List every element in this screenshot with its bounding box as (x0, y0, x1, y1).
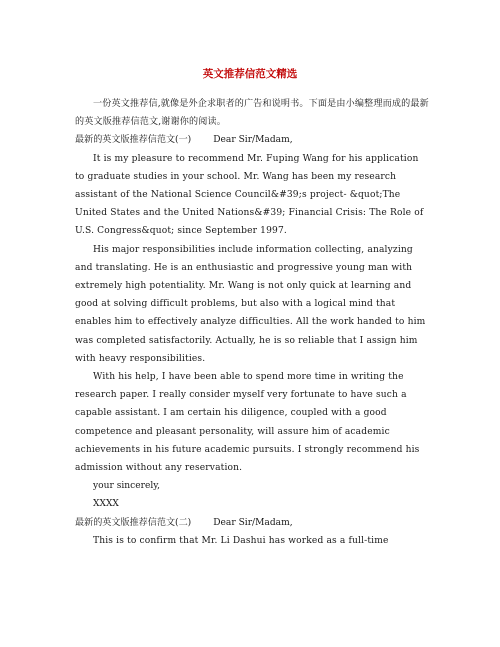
letter2-salutation: Dear Sir/Madam, (213, 517, 293, 528)
letter2-heading: 最新的英文版推荐信范文(二) (75, 517, 192, 528)
intro-paragraph: 一份英文推荐信,就像是外企求职者的广告和说明书。下面是由小编整理而成的最新的英文版推荐信范文,谢谢你的阅读。 (75, 99, 429, 128)
document-body (75, 95, 430, 550)
letter1-paragraph-3: With his help, I have been able to spend more time in writing the research paper. I really consider myself very fortunate to have such a capable assistant. I am certain his diligence, coupled with a good competence and pleasant personality, will assure him of academic achievements in his future academic pursuits. I strongly recommend his admission without any reservation. (75, 372, 420, 474)
letter1-signature: XXXX (93, 499, 119, 510)
letter2-heading-line (75, 514, 430, 532)
letter1-salutation: Dear Sir/Madam, (213, 135, 293, 146)
letter2-paragraph-1: This is to confirm that Mr. Li Dashui has worked as a full-time (93, 535, 389, 546)
letter1-closing: your sincerely, (93, 481, 161, 492)
document-title: 英文推荐信范文精选 (202, 68, 298, 80)
letter1-heading-line (75, 131, 430, 149)
letter1-paragraph-1: It is my pleasure to recommend Mr. Fuping Wang for his application to graduate studies in your school. Mr. Wang has been my research assistant of the National Science Council&#39;s project- &quot;The United States and the United Nations&#39; Financial Crisis: The Role of U.S. Congress&quot; since September 1997. (75, 153, 424, 237)
letter1-heading: 最新的英文版推荐信范文(一) (75, 135, 192, 146)
letter1-paragraph-2: His major responsibilities include information collecting, analyzing and translating. He is an enthusiastic and progressive young man with extremely high potentiality. Mr. Wang is not only quick at learning and good at solving difficult problems, but also with a logical mind that enables him to effectively analyze difficulties. All the work handed to him was completed satisfactorily. Actually, he is so reliable that I assign him with heavy responsibilities. (75, 244, 426, 364)
